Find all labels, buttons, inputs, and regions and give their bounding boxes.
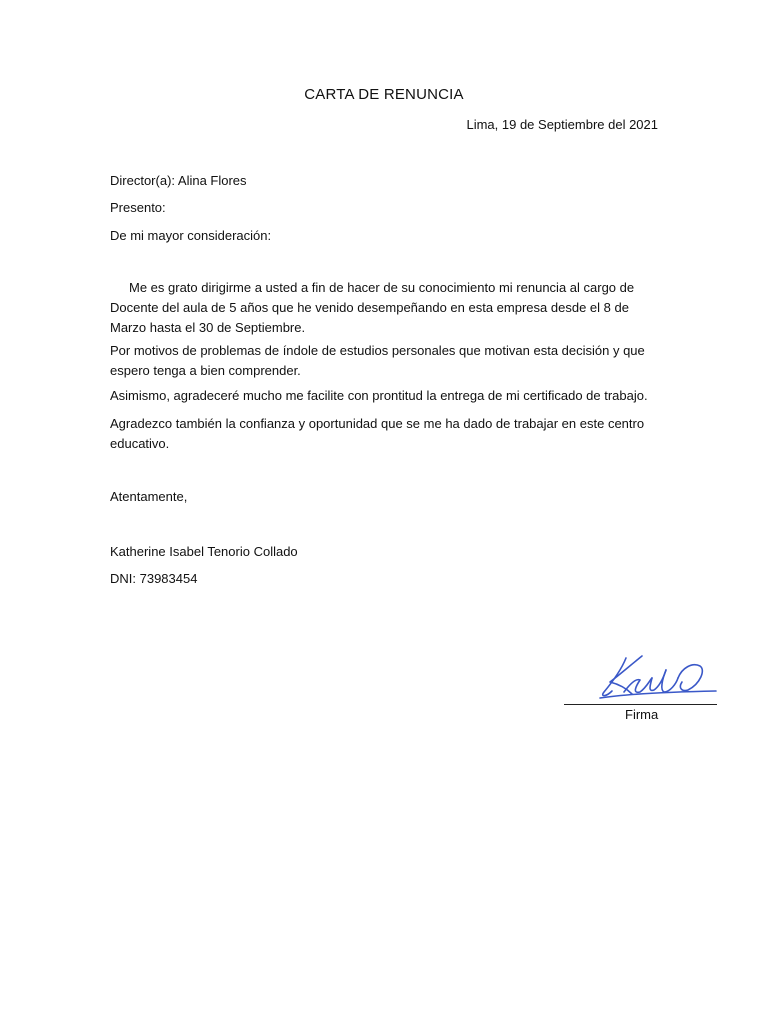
- letter-title: CARTA DE RENUNCIA: [304, 86, 464, 103]
- signer-dni: DNI: 73983454: [110, 571, 198, 586]
- handwritten-signature: [596, 650, 720, 706]
- presento-line: Presento:: [110, 200, 166, 215]
- signature-line: [564, 704, 717, 705]
- body-paragraph: Me es grato dirigirme a usted a fin de hacer de su conocimiento mi renuncia al cargo de Docente del aula de 5 años que he venido desempeñando en esta empresa desde el 8 de Marzo hasta el 30 de Septiembre.: [110, 280, 635, 335]
- letter-date: Lima, 19 de Septiembre del 2021: [466, 117, 658, 132]
- body-paragraph: Agradezco también la confianza y oportunidad que se me ha dado de trabajar en este centro educativo.: [110, 416, 645, 451]
- body-paragraph: Por motivos de problemas de índole de estudios personales que motivan esta decisión y que espero tenga a bien comprender.: [110, 343, 645, 378]
- signer-name: Katherine Isabel Tenorio Collado: [110, 544, 298, 559]
- closing-line: Atentamente,: [110, 489, 188, 504]
- recipient-line: Director(a): Alina Flores: [110, 173, 247, 188]
- signature-label: Firma: [625, 707, 659, 722]
- body-paragraph: Asimismo, agradeceré mucho me facilite con prontitud la entrega de mi certificado de trabajo.: [110, 388, 648, 403]
- salutation-line: De mi mayor consideración:: [110, 228, 272, 243]
